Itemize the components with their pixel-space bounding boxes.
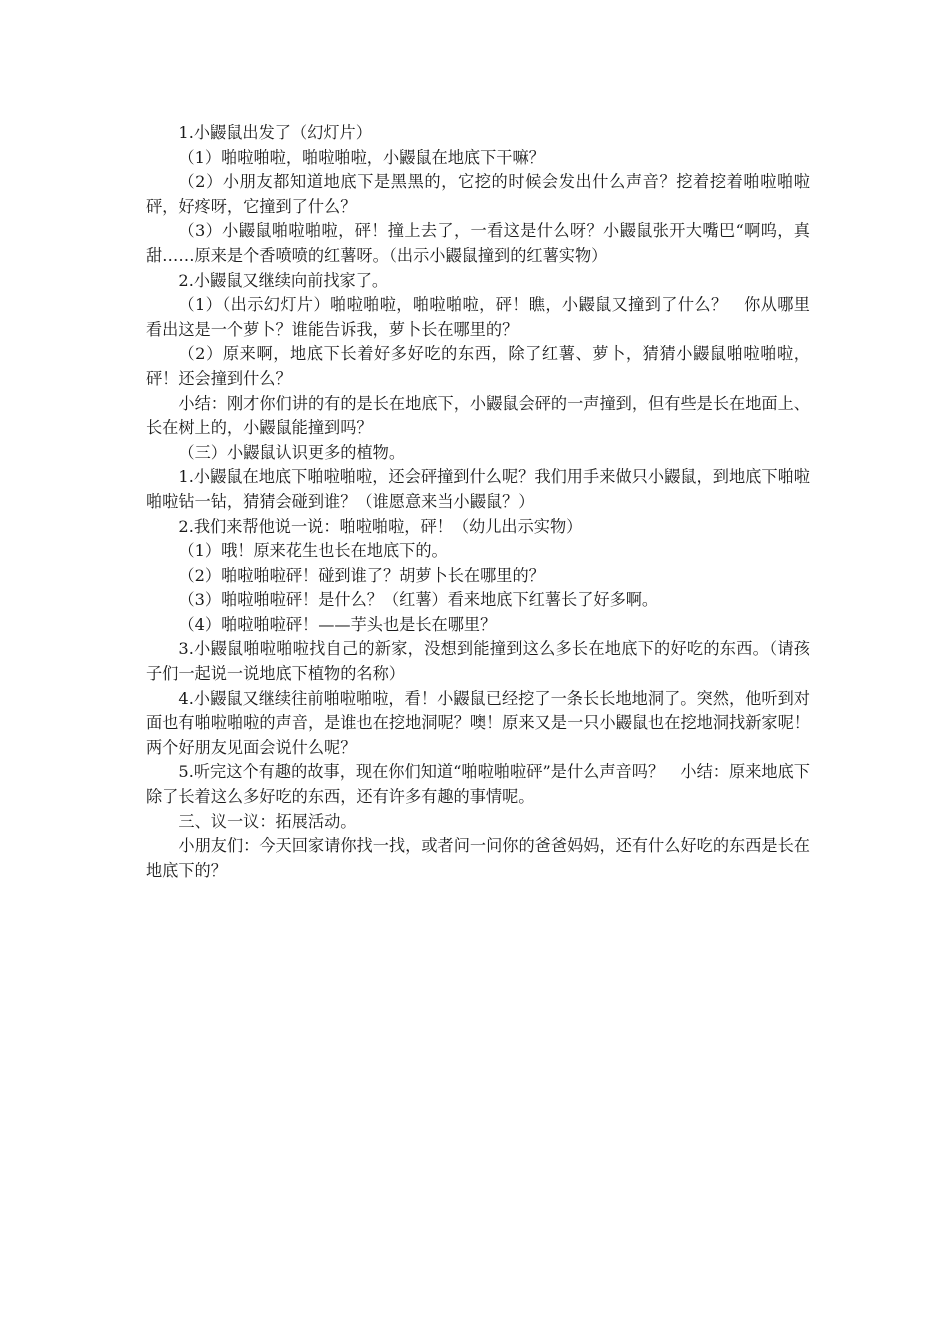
paragraph-5: 2.小鼹鼠又继续向前找家了。 (178, 270, 389, 290)
document-page (146, 121, 810, 883)
paragraph-1: 1.小鼹鼠出发了（幻灯片） (178, 123, 372, 142)
paragraph-16: 3.小鼹鼠啪啦啪啦找自己的新家，没想到能撞到这么多长在地底下的好吃的东西。（请孩子们一起说一说地底下植物的名称） (146, 639, 810, 684)
paragraph-8: 小结：刚才你们讲的有的是长在地底下，小鼹鼠会砰的一声撞到，但有些是长在地面上、长在树上的，小鼹鼠能撞到吗？ (146, 393, 810, 438)
paragraph-15: （4）啪啦啪啦砰！——芋头也是长在哪里？ (178, 614, 497, 634)
paragraph-11: 2.我们来帮他说一说：啪啦啪啦，砰！（幼儿出示实物） (178, 516, 583, 536)
paragraph-7: （2）原来啊，地底下长着好多好吃的东西，除了红薯、萝卜，猜猜小鼹鼠啪啦啪啦，砰！还会撞到什么？ (146, 344, 810, 388)
paragraph-9: （三）小鼹鼠认识更多的植物。 (178, 442, 406, 462)
paragraph-19: 三、议一议：拓展活动。 (178, 811, 357, 831)
paragraph-4: （3）小鼹鼠啪啦啪啦，砰！撞上去了，一看这是什么呀？小鼹鼠张开大嘴巴“啊呜，真甜……原来是个香喷喷的红薯呀。（出示小鼹鼠撞到的红薯实物） (146, 221, 810, 265)
paragraph-10: 1.小鼹鼠在地底下啪啦啪啦，还会砰撞到什么呢？我们用手来做只小鼹鼠，到地底下啪啦啪啦钻一钻，猜猜会碰到谁？（谁愿意来当小鼹鼠？） (146, 467, 810, 511)
paragraph-2: （1）啪啦啪啦，啪啦啪啦，小鼹鼠在地底下干嘛？ (178, 147, 545, 167)
paragraph-13: （2）啪啦啪啦砰！碰到谁了？胡萝卜长在哪里的？ (178, 565, 545, 585)
paragraph-6: （1）（出示幻灯片）啪啦啪啦，啪啦啪啦，砰！瞧，小鼹鼠又撞到了什么？ 你从哪里看出这是一个萝卜？谁能告诉我，萝卜长在哪里的？ (146, 295, 810, 339)
paragraph-17: 4.小鼹鼠又继续往前啪啦啪啦，看！小鼹鼠已经挖了一条长长地地洞了。突然，他听到对面也有啪啦啪啦的声音，是谁也在挖地洞呢？噢！原来又是一只小鼹鼠也在挖地洞找新家呢！两个好朋友见面会说什么呢？ (146, 688, 810, 757)
paragraph-3: （2）小朋友都知道地底下是黑黑的，它挖的时候会发出什么声音？挖着挖着啪啦啪啦砰，好疼呀，它撞到了什么？ (146, 172, 810, 216)
paragraph-12: （1）哦！原来花生也长在地底下的。 (178, 541, 448, 561)
paragraph-20: 小朋友们：今天回家请你找一找，或者问一问你的爸爸妈妈，还有什么好吃的东西是长在地底下的？ (146, 836, 810, 880)
paragraph-14: （3）啪啦啪啦砰！是什么？（红薯）看来地底下红薯长了好多啊。 (178, 590, 659, 610)
paragraph-18: 5.听完这个有趣的故事，现在你们知道“啪啦啪啦砰”是什么声音吗？ 小结：原来地底下除了长着这么多好吃的东西，还有许多有趣的事情呢。 (146, 762, 810, 807)
